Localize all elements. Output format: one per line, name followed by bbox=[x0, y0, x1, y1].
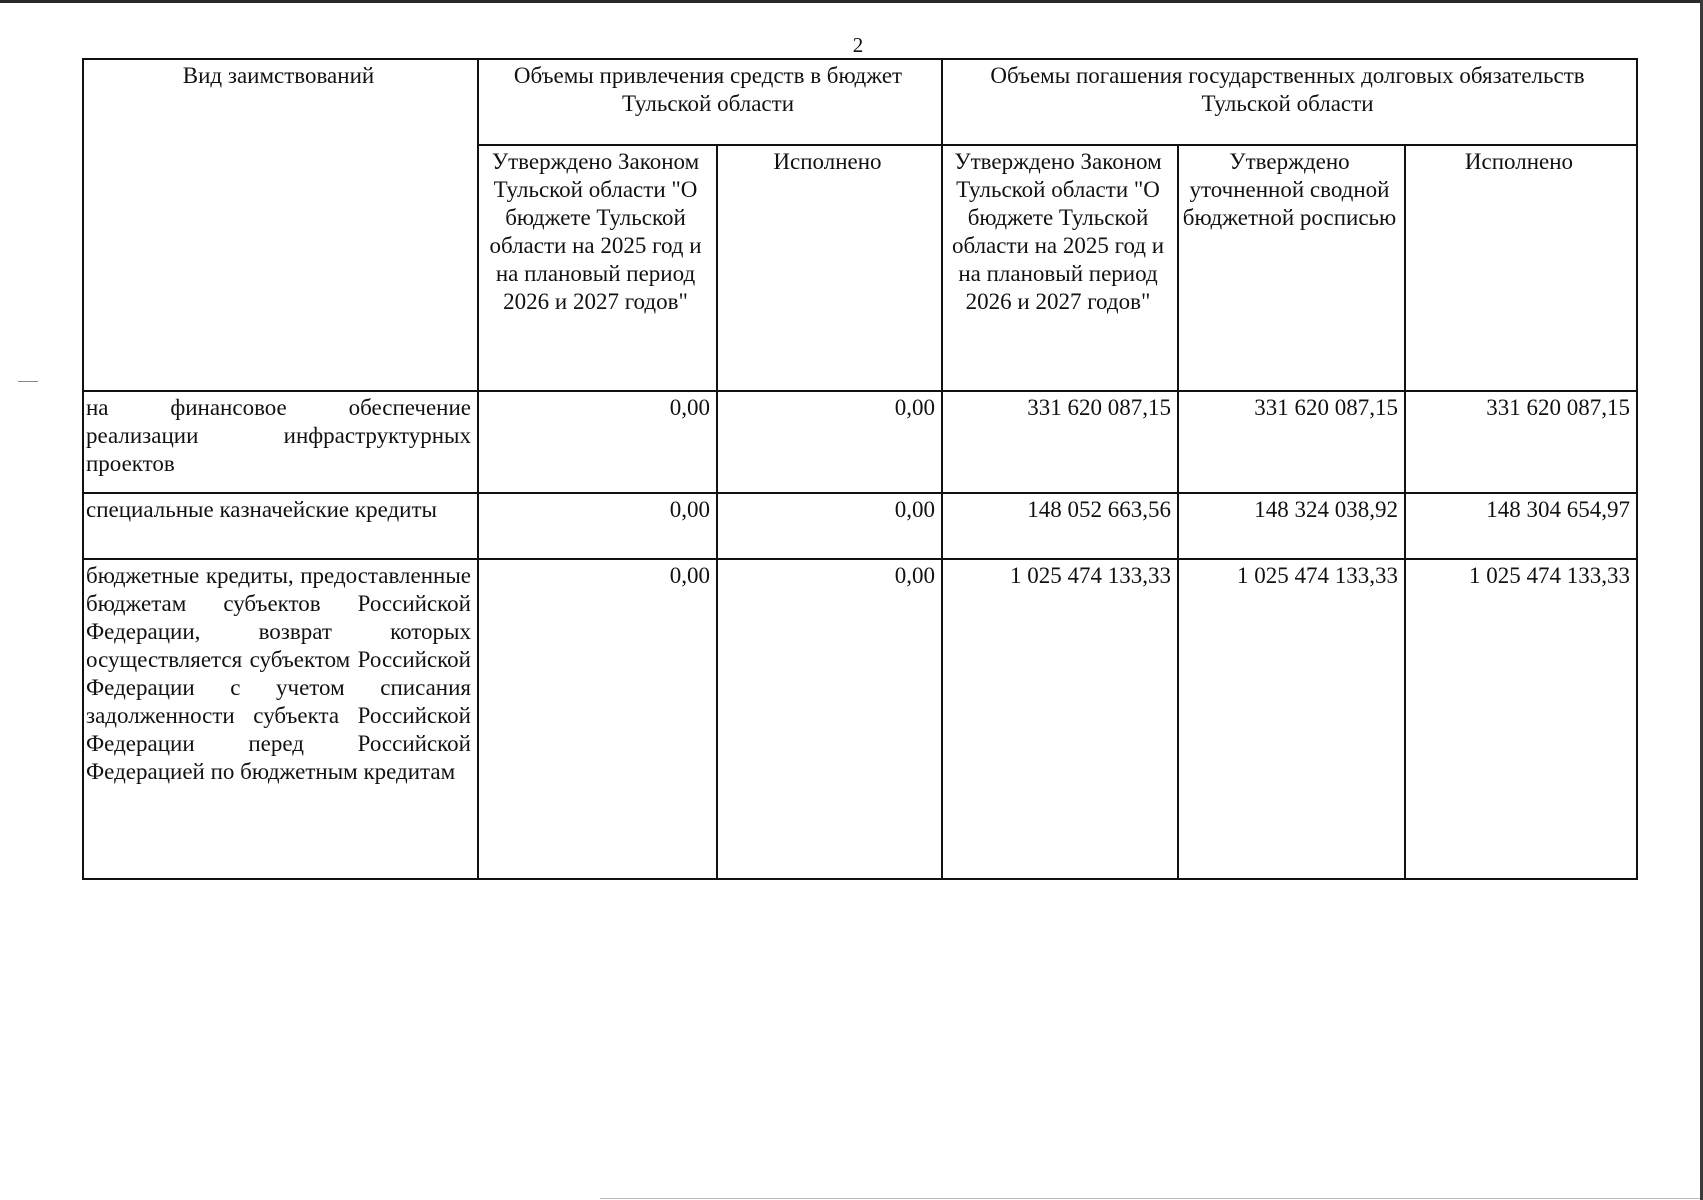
header-repayment-approved-refined: Утверждено уточненной сводной бюджетной росписью bbox=[1178, 145, 1405, 391]
header-row-top bbox=[83, 59, 1637, 145]
borrowings-table bbox=[82, 58, 1638, 880]
header-attraction-volumes: Объемы привлечения средств в бюджет Тульской области bbox=[478, 59, 942, 145]
bottom-edge-line bbox=[600, 1198, 1700, 1199]
header-repayment-executed: Исполнено bbox=[1405, 145, 1637, 391]
cell-value: 148 052 663,56 bbox=[942, 493, 1178, 559]
cell-value: 148 324 038,92 bbox=[1178, 493, 1405, 559]
table-row bbox=[83, 391, 1637, 493]
row-label: специальные казначейские кредиты bbox=[83, 493, 478, 559]
margin-mark bbox=[18, 381, 38, 382]
cell-value: 0,00 bbox=[717, 493, 942, 559]
cell-value: 331 620 087,15 bbox=[1178, 391, 1405, 493]
table-row bbox=[83, 493, 1637, 559]
cell-value: 0,00 bbox=[478, 559, 717, 879]
cell-value: 331 620 087,15 bbox=[942, 391, 1178, 493]
cell-value: 331 620 087,15 bbox=[1405, 391, 1637, 493]
row-label: на финансовое обеспечение реализации инфраструктурных проектов bbox=[83, 391, 478, 493]
cell-value: 148 304 654,97 bbox=[1405, 493, 1637, 559]
cell-value: 0,00 bbox=[717, 391, 942, 493]
header-repayment-volumes: Объемы погашения государственных долговых обязательств Тульской области bbox=[942, 59, 1637, 145]
row-label: бюджетные кредиты, предоставленные бюджетам субъектов Российской Федерации, возврат которых осуществляется субъектом Российской Федерации с учетом списания задолженности субъекта Российской Федерации перед Российской Федерацией по бюджетным кредитам bbox=[83, 559, 478, 879]
top-border-line bbox=[0, 0, 1703, 3]
cell-value: 1 025 474 133,33 bbox=[942, 559, 1178, 879]
cell-value: 1 025 474 133,33 bbox=[1178, 559, 1405, 879]
header-repayment-approved-law: Утверждено Законом Тульской области "О бюджете Тульской области на 2025 год и на плановый период 2026 и 2027 годов" bbox=[942, 145, 1178, 391]
header-borrowing-type: Вид заимствований bbox=[83, 59, 478, 391]
cell-value: 1 025 474 133,33 bbox=[1405, 559, 1637, 879]
header-attraction-executed: Исполнено bbox=[717, 145, 942, 391]
header-attraction-approved-law: Утверждено Законом Тульской области "О бюджете Тульской области на 2025 год и на плановый период 2026 и 2027 годов" bbox=[478, 145, 717, 391]
cell-value: 0,00 bbox=[478, 391, 717, 493]
cell-value: 0,00 bbox=[717, 559, 942, 879]
cell-value: 0,00 bbox=[478, 493, 717, 559]
table-row bbox=[83, 559, 1637, 879]
page-number: 2 bbox=[852, 33, 864, 57]
